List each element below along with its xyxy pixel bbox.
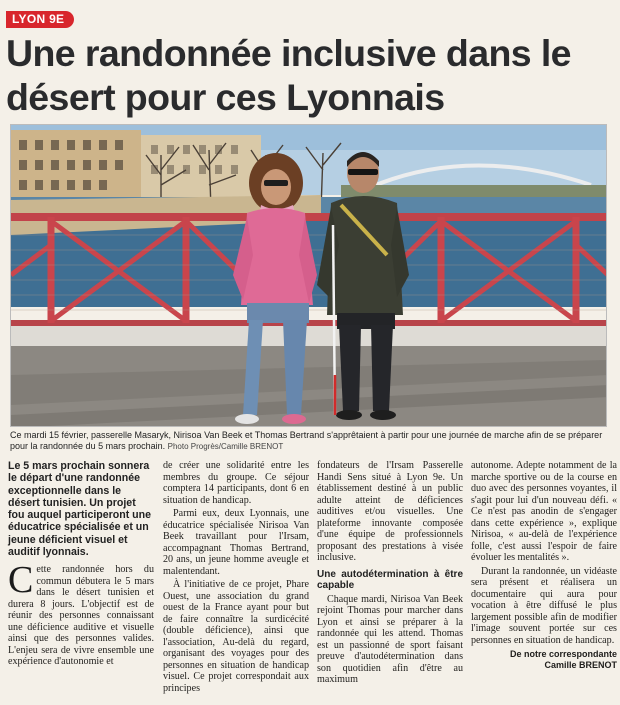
article-subhead: Une autodétermination à être capable <box>317 568 463 591</box>
byline-role: De notre correspondante <box>509 649 617 659</box>
article-chapo: Le 5 mars prochain sonnera le départ d'une randonnée exceptionnelle dans le désert tunisien. Un projet fou auquel participeront une éducatrice spécialisée et un jeune déficient visuel et auditif lyonnais. <box>8 460 152 559</box>
article-column-3 <box>317 460 463 688</box>
article-paragraph: autonome. Adepte notamment de la marche sportive ou de la course en duo avec des personnes voyantes, il s'agit pour lui d'un nouveau défi. « Ce n'est pas anodin de s'engager dans cette expérience », explique Nirisoa, « au-delà de l'expérience folle, c'est aussi l'espoir de faire évoluer les mentalités ». <box>471 460 617 563</box>
article-column-2 <box>163 460 309 696</box>
article-paragraph: de créer une solidarité entre les membres du groupe. Ce séjour comptera 14 participants, dont 6 en situation de handicap. <box>163 460 309 506</box>
article-column-4 <box>471 460 617 671</box>
byline <box>471 649 617 671</box>
article-paragraph: Parmi eux, deux Lyonnais, une éducatrice spécialisée Nirisoa Van Beek travaillant pour l'Irsam, accompagnant Thomas Bertrand, 20 ans, un jeune homme aveugle et malentendant. <box>163 508 309 577</box>
photo-caption <box>10 430 610 452</box>
article-photo <box>10 124 607 427</box>
article-paragraph: Durant la randonnée, un vidéaste sera présent et réalisera un documentaire qui aura pour vocation à être diffusé le plus largement possible afin de modifier l'image souvent portée sur ces personnes en situation de handicap. <box>471 565 617 646</box>
bridge-scene-illustration <box>11 125 607 427</box>
article-paragraph: À l'initiative de ce projet, Phare Ouest, une association du grand ouest de la France ayant pour but de faire connaître la surdicécité (double déficience), ainsi que l'association, Au-delà du regard, organisant des voyages pour des personnes en situation de handicap visuel. Ce projet correspondait aux principes <box>163 579 309 694</box>
article-paragraph: Chaque mardi, Nirisoa Van Beek rejoint Thomas pour marcher dans Lyon et ainsi se préparer à la randonnée qui les attend. Thomas est un passionné de sport faisant preuve d'autodétermination dans son quotidien afin d'être au maximum <box>317 593 463 685</box>
byline-author: Camille BRENOT <box>544 660 617 670</box>
article-paragraph: fondateurs de l'Irsam Passerelle Handi Sens situé à Lyon 9e. Un établissement destiné à un public adulte atteint de déficiences auditives et/ou visuelles. Une plateforme innovante composée d'une équipe de professionnels proposant des prestations à visée inclusive. <box>317 460 463 563</box>
section-tag: LYON 9E <box>6 11 74 28</box>
drop-cap: C <box>8 559 34 602</box>
article-paragraph: Cette randonnée hors du commun débutera le 5 mars dans le désert tunisien et durera 8 jours. L'objectif est de réunir des personnes connaissant une déficience auditive et visuelle ainsi que des personnes valides. L'enjeu sera de vivre ensemble une expérience d'autonomie et <box>8 559 154 668</box>
caption-text: Ce mardi 15 février, passerelle Masaryk, Nirisoa Van Beek et Thomas Bertrand s'apprêtaient à partir pour une journée de marche afin de se préparer pour la randonnée du 5 mars prochain. <box>10 430 603 451</box>
headline: Une randonnée inclusive dans le désert pour ces Lyonnais <box>6 32 571 118</box>
article-column-1 <box>8 460 154 670</box>
photo-credit: Photo Progrès/Camille BRENOT <box>167 442 284 451</box>
